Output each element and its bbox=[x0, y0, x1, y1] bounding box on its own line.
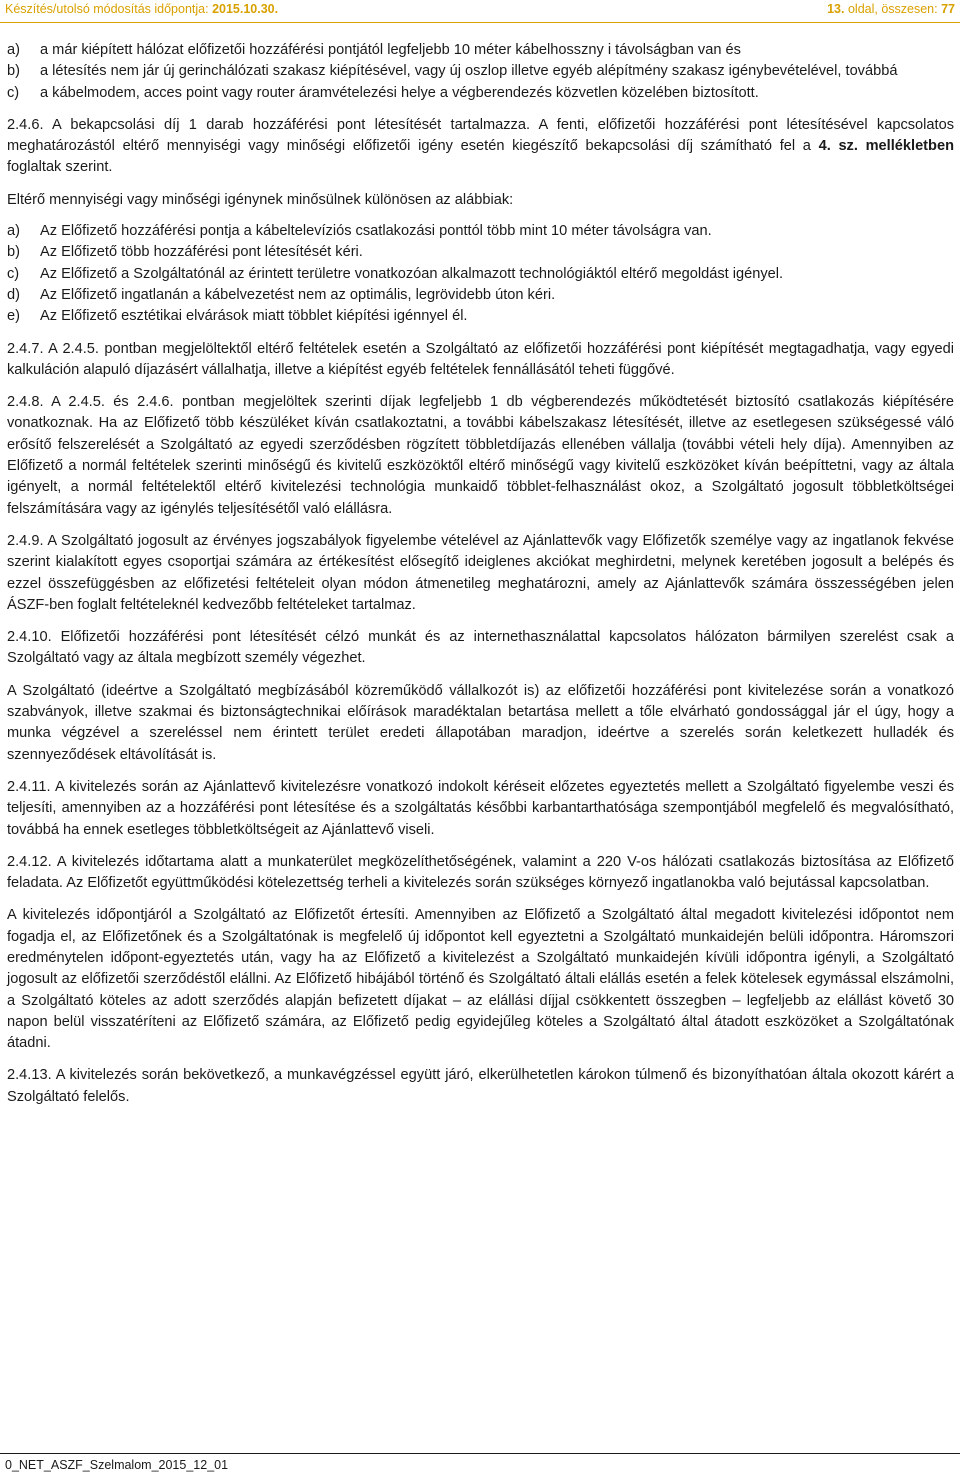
paragraph-2-4-12-continued: A kivitelezés időpontjáról a Szolgáltató az Előfizetőt értesíti. Amennyiben az Előfizető a Szolgáltató által megadott kivitelezési időpontot nem fogadja el, az Előfizetőnek és a Szolgáltatónak is megfelelő új időpontot kell egyeztetni a Szolgáltató munkaidején belüli időpontra. Háromszori eredménytelen időpont-egyeztetés után, vagy ha az Előfizető a kivitelezést a Szolgáltató munkaidején kívüli időpontra igényli, a Szolgáltató jogosult az előfizetői szerződéstől elállni. Az Előfizető hibájából történő és Szolgáltató általi elállás esetén a felek kötelesek egymással elszámolni, a Szolgáltató köteles az adott szerződés alapján befizetett díjakat – az elállási díjjal csökkentett összegben – legfeljebb az elállást követő 30 napon belül visszatéríteni az Előfizető számára, az Előfizető pedig egyidejűleg köteles a Szolgáltató által átadott eszközöket a Szolgáltatónak átadni. bbox=[7, 907, 954, 1052]
paragraph-2-4-8: 2.4.8. A 2.4.5. és 2.4.6. pontban megjelöltek szerinti díjak legfeljebb 1 db végberendezés működtetését biztosító csatlakozás kiépítésére vonatkoznak. Ha az Előfizető több készüléket kíván csatlakoztatni, a további kábelszakasz létesítését, illetve az esetlegesen szükségessé váló erősítő felszerelését a Szolgáltató az egyedi szerződésben rögzített többletdíjazás ellenében vállalja (további vételi hely díja). Amennyiben az Előfizető a normál feltételek szerinti minőségű és kivitelű eszközöktől eltérő minőségű vagy kivitelű eszközöket kíván beépíttetni, vagy az általa igényelt, a normál feltételektől eltérő kivitelezési technológia munkaidő többlet-felhasználást okoz, a Szolgáltató jogosult többletköltségei felszámítására vagy az igénylés teljesítésétől való elállásra. bbox=[7, 394, 954, 517]
header-page-counter: 13. oldal, összesen: 77 bbox=[827, 2, 955, 16]
paragraph-2-4-10: 2.4.10. Előfizetői hozzáférési pont létesítését célzó munkát és az internethasználattal kapcsolatos hálózaton bármilyen szerelést csak a Szolgáltató vagy az általa megbízott személy végezhet. bbox=[7, 629, 954, 667]
differences-list bbox=[7, 221, 954, 327]
page-footer bbox=[0, 1453, 960, 1476]
paragraph-2-4-11: 2.4.11. A kivitelezés során az Ajánlattevő kivitelezésre vonatkozó indokolt kéréseit előzetes egyeztetés mellett a Szolgáltató figyelembe veszi és teljesíti, amennyiben az a hozzáférési pont létesítése és a szolgáltatás későbbi karbantarthatósága szempontjából megfelelő és megvalósítható, továbbá ha ennek esetleges többletköltségeit az Ajánlattevő viseli. bbox=[7, 778, 954, 838]
header-modified-date: Készítés/utolsó módosítás időpontja: 2015.10.30. bbox=[5, 2, 279, 16]
list-item: c) Az Előfizető a Szolgáltatónál az érintett területre vonatkozóan alkalmazott technológiáktól eltérő megoldást igényel. bbox=[7, 265, 784, 282]
list-item: d) Az Előfizető ingatlanán a kábelvezetést nem az optimális, legrövidebb úton kéri. bbox=[7, 286, 556, 303]
paragraph-2-4-7: 2.4.7. A 2.4.5. pontban megjelöltektől eltérő feltételek esetén a Szolgáltató az előfizetői hozzáférési pont kiépítését megtagadhatja, vagy egyedi kalkuláción alapuló díjazásért vállalhatja, illetve a kiépítést egyéb feltételek fennállásától teheti függővé. bbox=[7, 340, 954, 378]
paragraph-intro-differences: Eltérő mennyiségi vagy minőségi igénynek minősülnek különösen az alábbiak: bbox=[7, 191, 514, 208]
list-item: e) Az Előfizető esztétikai elvárások miatt többlet kiépítési igénnyel él. bbox=[7, 308, 468, 325]
list-item: a) Az Előfizető hozzáférési pontja a kábeltelevíziós csatlakozási ponttól több mint 10 méter távolságra van. bbox=[7, 223, 712, 240]
list-item: c) a kábelmodem, acces point vagy router áramvételezési helye a végberendezés közvetlen közelében biztosított. bbox=[7, 84, 759, 101]
paragraph-2-4-6: 2.4.6. A bekapcsolási díj 1 darab hozzáférési pont létesítését tartalmazza. A fenti, előfizetői hozzáférési pont létesítésével kapcsolatos meghatározástól eltérő mennyiségi vagy minőségi előfizetői igény esetén kiegészítő bekapcsolási díj számítható fel a 4. sz. mellékletben foglaltak szerint. bbox=[7, 116, 954, 176]
list-item: b) a létesítés nem jár új gerinchálózati szakasz kiépítésével, vagy új oszlop illetve egyéb alépítmény szakasz igénybevételével, továbbá bbox=[7, 63, 898, 80]
list-item: b) Az Előfizető több hozzáférési pont létesítését kéri. bbox=[7, 244, 363, 261]
paragraph-2-4-12: 2.4.12. A kivitelezés időtartama alatt a munkaterület megközelíthetőségének, valamint a 220 V-os hálózati csatlakozás biztosítása az Előfizető feladata. Az Előfizetőt együttműködési kötelezettség terheli a kivitelezés során szükséges környező ingatlanokba való bejutással kapcsolatban. bbox=[7, 853, 954, 892]
list-item: a) a már kiépített hálózat előfizetői hozzáférési pontjától legfeljebb 10 méter kábelhosszny i távolságban van és bbox=[7, 42, 741, 58]
footer-document-id: 0_NET_ASZF_Szelmalom_2015_12_01 bbox=[5, 1458, 229, 1472]
paragraph-2-4-10-continued: A Szolgáltató (ideértve a Szolgáltató megbízásából közreműködő vállalkozót is) az előfizetői hozzáférési pont kivitelezése során a vonatkozó szabványok, illetve szakmai és biztonságtechnikai előírások maradéktalan betartása mellett a tőle elvárható gondossággal jár el úgy, hogy a munka végzével a szereléssel nem érintett terület eredeti állapotában maradjon, ideértve a szerelés során keletkezett hulladék és szennyeződések eltávolítását is. bbox=[7, 682, 954, 763]
page-header bbox=[0, 0, 960, 23]
document-body bbox=[7, 40, 954, 1108]
paragraph-2-4-9: 2.4.9. A Szolgáltató jogosult az érvényes jogszabályok figyelembe vételével az Ajánlattevők vagy Előfizetők személye vagy az ingatlanok fekvése szerint kialakított egyes csoportjai számára az értékesítést elősegítő ideiglenes akciókat meghirdetni, melynek keretében jogosult a belépés és ezzel összefüggésben az előfizetési feltételeit olyan módon átmenetileg meghatározni, amely az Ajánlattevők számára összességében jelen ÁSZF-ben foglalt feltételeknél kedvezőbb feltételeket tartalmaz. bbox=[7, 532, 954, 613]
paragraph-2-4-13: 2.4.13. A kivitelezés során bekövetkező, a munkavégzéssel együtt járó, elkerülhetetlen károkon túlmenő és bizonyíthatóan általa okozott kárért a Szolgáltató felelős. bbox=[7, 1067, 954, 1105]
conditions-list bbox=[7, 40, 954, 104]
